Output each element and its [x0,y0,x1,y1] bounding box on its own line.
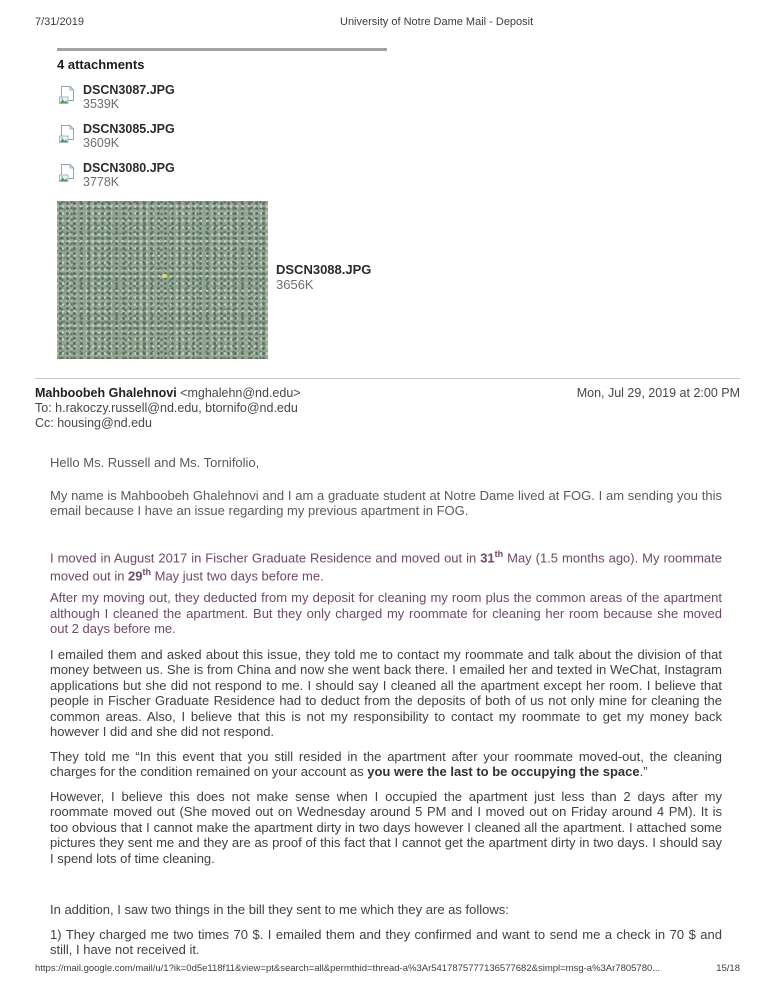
print-footer [35,963,740,974]
attachment-name[interactable]: DSCN3080.JPG [83,161,175,175]
text-segment: I moved in August 2017 in Fischer Graduate Residence and moved out in [50,549,481,565]
sender-name: Mahboobeh Ghalehnovi [35,386,177,400]
paragraph-they-told-me [50,749,722,780]
attachment-preview-row [57,201,387,359]
attachment-preview-image[interactable] [57,201,268,359]
paragraph-moved-out [50,547,722,585]
attachment-text [83,84,175,111]
text-segment: .” [639,764,648,780]
paragraph-in-addition: In addition, I saw two things in the bill they sent to me which they are as follows: [50,902,509,918]
attachment-text [83,123,175,150]
text-superscript: th [494,548,504,559]
print-date: 7/31/2019 [35,16,84,28]
image-file-icon [57,163,77,183]
attachment-size: 3609K [83,136,120,150]
to-line: To: h.rakoczy.russell@nd.edu, btornifo@nd.edu [35,401,298,415]
text-segment: May (1.5 months ago). My roommate moved out in [50,549,722,584]
image-file-icon [57,85,77,105]
attachments-section [57,48,387,359]
attachment-name[interactable]: DSCN3087.JPG [83,83,175,97]
paragraph-emailed-them: I emailed them and asked about this issue, they told me to contact my roommate and talk about the division of that money between us. She is from China and now she went back there. I emailed her and texted in WeChat, Instagram applications but she did not respond to me. I should say I cleaned all the apartment except her room. I believe that people in Fischer Graduate Residence had to deduct from the deposits of both of us not only mine for cleaning the common areas. Also, I believe that this is not my responsibility to contact my roommate to get my money back however I did and she did not respond. [50,646,722,740]
text-segment: They told me “In this event that you still resided in the apartment after your roommate moved-out, the cleaning charges for the condition remained on your account as [50,748,722,780]
page-number: 15/18 [716,963,740,974]
attachment-item[interactable] [57,123,387,150]
attachment-name[interactable]: DSCN3088.JPG [276,262,372,277]
text-superscript: th [142,567,152,578]
text-bold: 29 [128,568,143,584]
email-header [35,378,740,430]
cc-line: Cc: housing@nd.edu [35,415,152,430]
sender-email: <mghalehn@nd.edu> [180,386,301,400]
email-body [50,455,722,958]
attachment-text [83,162,175,189]
carpet-spot [162,274,167,278]
attachment-item[interactable] [57,84,387,111]
text-bold: you were the last to be occupying the space [367,764,640,780]
attachment-size: 3778K [83,175,120,189]
greeting: Hello Ms. Russell and Ms. Tornifolio, [50,455,260,470]
attachments-heading: 4 attachments [57,57,145,72]
print-header [35,16,740,30]
image-file-icon [57,124,77,144]
text-bold: 31 [480,549,495,565]
attachment-preview-label [276,263,371,292]
paragraph-deduct: After my moving out, they deducted from my deposit for cleaning my room plus the common areas of the apartment although I cleaned the apartment. But they only charged my roommate for cleaning her room because she moved out 2 days before me. [50,590,722,637]
paragraph-charged: 1) They charged me two times 70 $. I emailed them and they confirmed and want to send me a check in 70 $ and still, I have not received it. [50,926,722,958]
attachment-size: 3656K [276,277,314,292]
attachment-name[interactable]: DSCN3085.JPG [83,122,175,136]
carpet-texture-photo [57,201,268,359]
from-row [35,386,740,401]
print-title: University of Notre Dame Mail - Deposit [340,16,534,28]
message-date: Mon, Jul 29, 2019 at 2:00 PM [576,386,740,400]
attachment-item[interactable] [57,162,387,189]
paragraph-however: However, I believe this does not make sense when I occupied the apartment just less than 2 days after my roommate moved out (She moved out on Wednesday around 5 PM and I moved out on Friday around 4 PM). It is too obvious that I cannot make the apartment dirty in two days however I cleaned all the apartment. I attached some pictures they sent me and they are as proof of this fact that I cannot get the apartment dirty in two days. I should say I spend lots of time cleaning. [50,788,722,866]
attachment-size: 3539K [83,97,120,111]
text-segment: May just two days before me. [151,568,324,584]
paragraph-intro: My name is Mahboobeh Ghalehnovi and I am a graduate student at Notre Dame lived at FOG. I am sending you this email because I have an issue regarding my previous apartment in FOG. [50,487,722,518]
sender [35,386,301,401]
footer-url: https://mail.google.com/mail/u/1?ik=0d5e118f11&view=pt&search=all&permthid=thread-a%3Ar5417875777136577682&simpl=msg-a%3Ar7805780... [35,963,661,974]
attachments-divider [57,48,387,51]
